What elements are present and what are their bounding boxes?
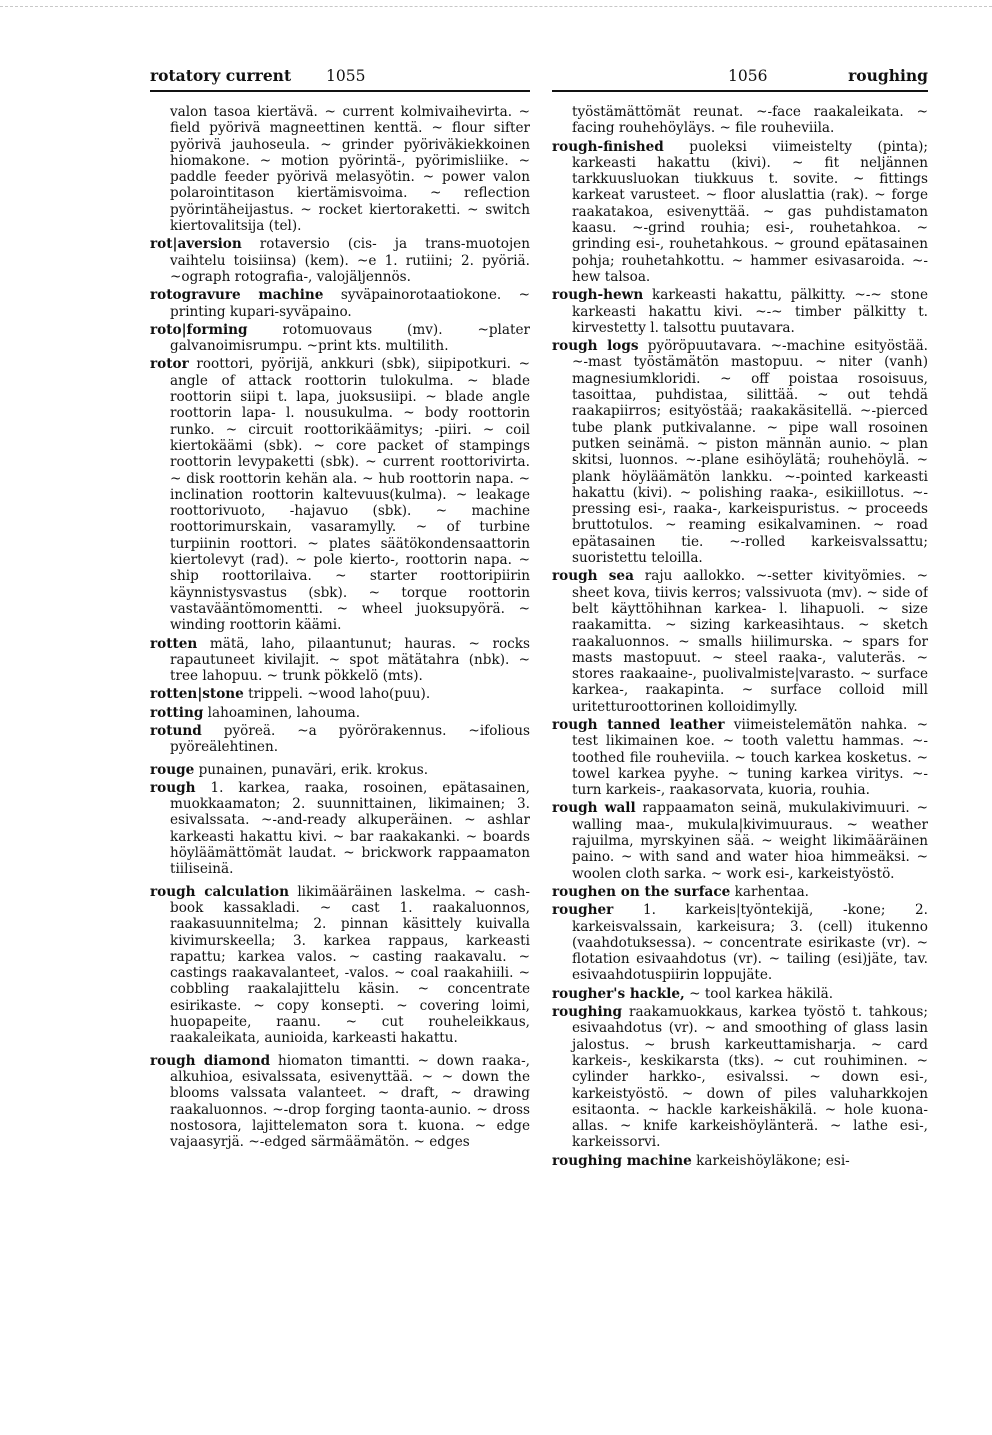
dictionary-entry: rough logs pyöröpuutavara. ~-machine esityöstää. ~-mast työstämätön mastopuu. ~ niter (vanh) magnesiumkloridi. ~ off poistaa rosoisuus, tasoittaa, puhdistaa, silittää. ~ out tehdä raakapiirros; esityöstää; raakakäsitellä. ~-pierced tube plank putkivalanne. ~ pipe wall rosoinen putken seinämä. ~ piston männän aunio. ~ plan skitsi, luonnos. ~-plane esihöylätä; rouhehöylä. ~ plank höyläämätön lankku. ~-pointed karkeasti hakattu (kivi). ~ polishing raaka-, esikiillotus. ~-pressing esi-, raaka-, karkeispuristus. ~ proceeds bruttotulos. ~ reaming esikalvaminen. ~ road epätasainen tie. ~-rolled karkeisvalssattu; suoristettu teloilla.: [552, 338, 928, 567]
headword: rouge: [150, 761, 195, 778]
left-page-header: [150, 66, 530, 86]
headword: rotten: [150, 635, 198, 652]
dictionary-entry: roughen on the surface karhentaa.: [552, 883, 809, 900]
headword: rough diamond: [150, 1052, 271, 1069]
headword: rotund: [150, 722, 202, 739]
headword: roughen on the surface: [552, 883, 731, 900]
headword: rotogravure machine: [150, 287, 324, 304]
dictionary-entry: valon tasoa kiertävä. ~ current kolmivaihevirta. ~ field pyörivä magneettinen kenttä. ~ flour sifter pyörivä jauhoseula. ~ grinder pyöriväkiekkoinen hiomakone. ~ motion pyörintä-, pyörimisliike. ~ paddle feeder pyörivä melasyötin. ~ power valon polarointitason kiertämisvoima. ~ reflection pyörintäheijastus. ~ rocket kiertoraketti. ~ switch kiertovalitsija (tel).: [170, 104, 530, 235]
headword: rot|aversion: [150, 236, 242, 253]
dictionary-entry: rotund pyöreä. ~a pyörörakennus. ~ifolious pyöreälehtinen.: [150, 722, 530, 756]
headword: rough-hewn: [552, 287, 644, 304]
dictionary-entry: rouge punainen, punaväri, erik. krokus.: [150, 761, 429, 778]
right-running-head: roughing: [848, 66, 928, 85]
right-page-number: 1056: [728, 67, 768, 85]
dictionary-entry: rotten|stone trippeli. ~wood laho(puu).: [150, 686, 431, 703]
headword: rough: [150, 779, 196, 796]
dictionary-entry: rough tanned leather viimeistelemätön nahka. ~ test likimainen koe. ~ tooth valettu hammas. ~-toothed file rouheviila. ~ touch karkea kosketus. ~ towel karkea pyyhe. ~ tuning karkea viritys. ~-turn karkeis-, raakasorvata, kuoria, rouhia.: [552, 716, 928, 799]
dictionary-entry: roughing raakamuokkaus, karkea työstö t. tahkous; esivaahdotus (vr). ~ and smoothing of glass lasin jalostus. ~ brush karkeuttamisharja. ~ card karkeis-, keskikarsta (tks). ~ cut rouhiminen. ~ cylinder harkko-, esivalssi. ~ down esi-, karkeistyöstö. ~ down of piles valuharkkojen esitaonta. ~ hackle karkeishäkilä. ~ hole kuona-allas. ~ knife karkeishöylänterä. ~ lathe esi-, karkeissorvi.: [552, 1004, 928, 1151]
dictionary-entry: roto|forming rotomuovaus (mv). ~plater galvanoimisrumpu. ~print kts. multilith.: [150, 321, 530, 355]
dictionary-entry: rough calculation likimääräinen laskelma. ~ cash-book kassakladi. ~ cast 1. raakaluonnos, raakasuunnitelma; 2. pinnan käsittely kuivalla kivimurskeella; 3. karkea rappaus, karkeasti rapattu; karkea valos. ~ casting raakavalu. ~ castings raakavalanteet, -valos. ~ coal raakahiili. ~ cobbling raakalajittelu käsin. ~ concentrate esirikaste. ~ copy konsepti. ~ covering loimi, huopapeite, raanu. ~ cut rouheleikkaus, raakaleikata, aunioida, karkeasti hakattu.: [150, 883, 530, 1047]
headword: rough calculation: [150, 883, 290, 900]
left-header-rule: [150, 90, 530, 92]
dictionary-entry: rough sea raju aallokko. ~-setter kivityömies. ~ sheet kova, tiivis kerros; valssivuota (mv). ~ side of belt käyttöhihnan karkea- l. lihapuoli. ~ size raakamitta. ~ sizing karkeasihtaus. ~ sketch raakaluonnos. ~ smalls hiilimurska. ~ spars for masts mastopuut. ~ steel raaka-, valuteräs. ~ stores raakaaine-, puolivalmiste|varasto. ~ surface karkea-, raakapinta. ~ surface colloid mill uritetturoottorinen kolloidimylly.: [552, 568, 928, 715]
left-column: [150, 104, 530, 1414]
headword: rough wall: [552, 800, 636, 817]
headword: rotting: [150, 704, 204, 721]
dictionary-entry: rot|aversion rotaversio (cis- ja trans-muotojen vaihtelu toisiinsa) (kem). ~e 1. rutiini; 2. pyöriä. ~ograph rotografia-, valojäljennös.: [150, 236, 530, 285]
dictionary-entry: rough wall rappaamaton seinä, mukulakivimuuri. ~ walling maa-, mukula|kivimuuraus. ~ weather rajuilma, myrskyinen sää. ~ weight likimääräinen paino. ~ with sand and water hioa himmeäksi. ~ woolen cloth sarka. ~ work esi-, karkeistyöstö.: [552, 800, 928, 882]
dictionary-entry: rotten mätä, laho, pilaantunut; hauras. ~ rocks rapautuneet kivilajit. ~ spot mätätahra (nbk). ~ tree lahopuu. ~ trunk pökkelö (mts).: [150, 635, 530, 685]
dictionary-entry: rotor roottori, pyörijä, ankkuri (sbk), siipipotkuri. ~ angle of attack roottorin tulokulma. ~ blade roottorin siipi t. lapa, juoksusiipi. ~ blade angle roottorin lapa- l. nousukulma. ~ body roottorin runko. ~ circuit roottorikäämitys; -piiri. ~ coil kiertokäämi (sbk). ~ core packet of stampings roottorin levypaketti (sbk). ~ current roottorivirta. ~ disk roottorin kehän ala. ~ hub roottorin napa. ~ inclination roottorin kaltevuus(kulma). ~ leakage roottorivuoto, -hajavuo (sbk). ~ machine roottorimurskain, vasaramylly. ~ of turbine turpiinin roottori. ~ plates säätökondensaattorin kiertolevyt (rad). ~ pole kierto-, roottorin napa. ~ ship roottorilaiva. ~ starter roottoripiirin käynnistysvastus (sbk). ~ torque roottorin vastavääntömomentti. ~ wheel juoksupyörä. ~ winding roottorin käämi.: [150, 356, 530, 634]
left-running-head: rotatory current: [150, 66, 292, 85]
scan-edge: [0, 0, 992, 7]
headword: rough-finished: [552, 138, 664, 155]
dictionary-entry: rough 1. karkea, raaka, rosoinen, epätasainen, muokkaamaton; 2. suunnittainen, likimainen; 3. esivalssata. ~-and-ready alkuperäinen. ~ ashlar karkeasti hakattu kivi. ~ bar raakakanki. ~ boards höyläämättömät laudat. ~ brickwork rappaamaton tiiliseinä.: [150, 779, 530, 878]
dictionary-entry: rotting lahoaminen, lahouma.: [150, 704, 361, 721]
headword: rough sea: [552, 568, 634, 585]
dictionary-entry: rotogravure machine syväpainorotaatiokone. ~ printing kupari-syväpaino.: [150, 287, 530, 320]
right-column: [552, 104, 928, 1414]
headword: rotten|stone: [150, 686, 244, 703]
headword: roto|forming: [150, 321, 248, 338]
right-header-rule: [552, 90, 928, 92]
dictionary-entry: rougher's hackle, ~ tool karkea häkilä.: [552, 985, 834, 1002]
headword: rough logs: [552, 338, 639, 355]
dictionary-entry: rough-finished puoleksi viimeistelty (pinta); karkeasti hakattu (kivi). ~ fit neljännen tarkkuusluokan tiukkuus t. sovite. ~ fittings karkeat varusteet. ~ floor aluslattia (rak). ~ forge raakatakoa, esivenyttää. ~ gas puhdistamaton kaasu. ~-grind rouhia; esi-, rouhetahkoa. ~ grinding esi-, rouhetahkous. ~ ground epätasainen pohja; rouhetahkottu. ~ hammer esivasaroida. ~-hew talsoa.: [552, 138, 928, 285]
headword: rotor: [150, 356, 189, 373]
dictionary-entry: työstämättömät reunat. ~-face raakaleikata. ~ facing rouhehöyläys. ~ file rouheviila.: [572, 104, 928, 137]
headword: rougher: [552, 902, 614, 919]
headword: rough tanned leather: [552, 716, 725, 733]
headword: rougher's hackle,: [552, 985, 685, 1002]
dictionary-entry: roughing machine karkeishöyläkone; esi-: [552, 1152, 850, 1169]
dictionary-entry: rough-hewn karkeasti hakattu, pälkitty. ~-~ stone karkeasti hakattu kivi. ~-~ timber pälkitty t. kirvestetty l. talsottu puutavara.: [552, 287, 928, 336]
dictionary-entry: rougher 1. karkeis|työntekijä, -kone; 2. karkeisvalssain, karkeisura; 3. (cell) itukenno (vaahdotuksessa). ~ concentrate esirikaste (vr). ~ flotation esivaahdotus (vr). ~ tailing (esi)jäte, tav. esivaahdotuspiirin loppujäte.: [552, 902, 928, 984]
left-page-number: 1055: [326, 67, 366, 85]
headword: roughing: [552, 1004, 623, 1021]
headword: roughing machine: [552, 1152, 692, 1169]
dictionary-entry: rough diamond hiomaton timantti. ~ down raaka-, alkuhioa, esivalssata, esivenyttää. ~ ~ down the blooms valssata valanteet. ~ draft, ~ drawing raakaluonnos. ~-drop forging taonta-aunio. ~ dross nostosora, lajittelematon sora t. kuona. ~ edge vajaasyrjä. ~-edged särmäämätön. ~ edges: [150, 1052, 530, 1151]
